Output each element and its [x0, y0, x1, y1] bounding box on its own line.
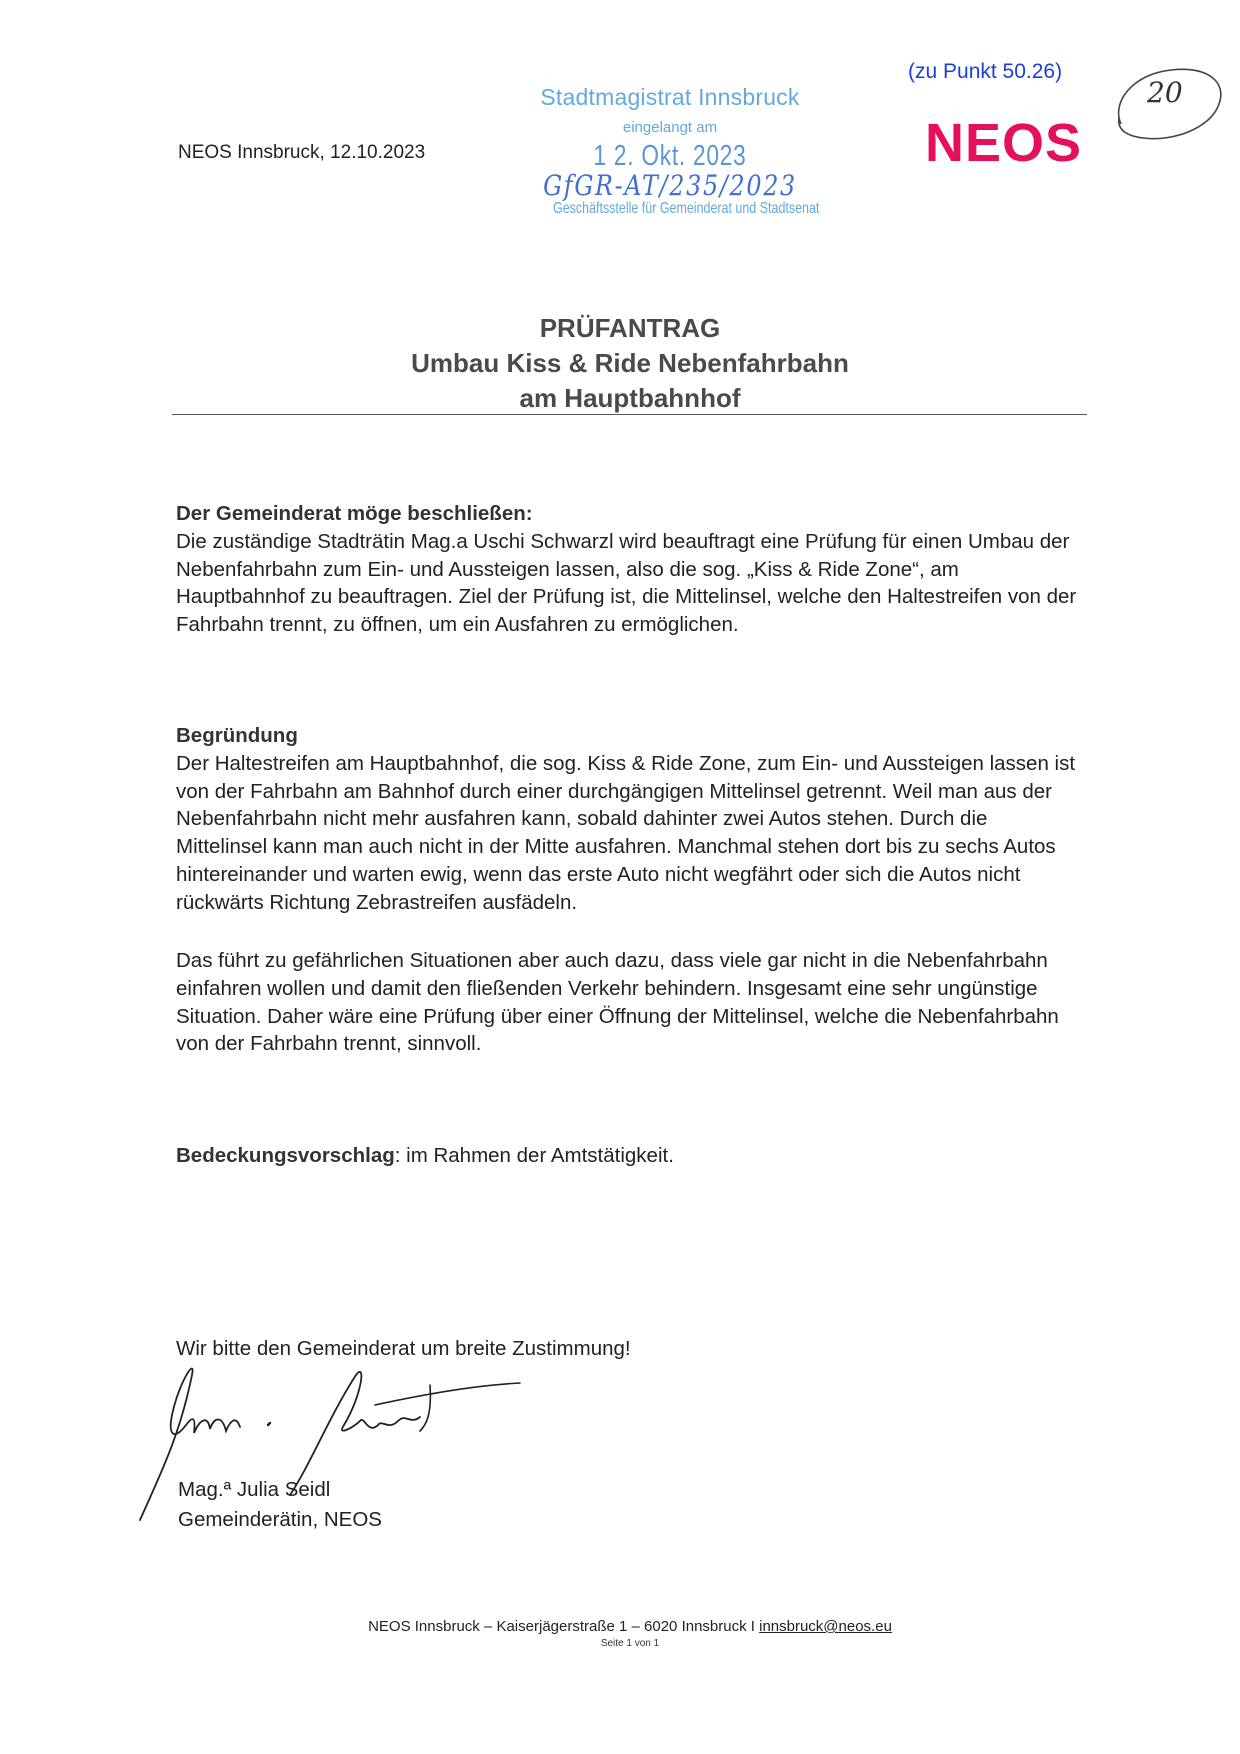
received-stamp	[520, 84, 820, 218]
signatory-name: Mag.ª Julia Seidl	[178, 1478, 331, 1501]
title-main: PRÜFANTRAG	[539, 313, 721, 343]
document-title	[170, 310, 1090, 416]
funding-proposal	[176, 1142, 1081, 1170]
title-subject-line-1: Umbau Kiss & Ride Nebenfahrbahn	[411, 348, 849, 378]
footer-address	[0, 1618, 1240, 1635]
funding-separator: :	[394, 1144, 401, 1167]
stamp-received-label: eingelangt am	[622, 119, 718, 136]
motion-heading: Der Gemeinderat möge beschließen:	[176, 502, 533, 525]
handwritten-page-number-circle	[1103, 62, 1228, 152]
motion-section	[176, 500, 1081, 639]
funding-label: Bedeckungsvorschlag	[176, 1144, 395, 1167]
title-divider	[172, 414, 1087, 415]
signatory-role: Gemeinderätin, NEOS	[178, 1508, 382, 1531]
reasoning-paragraph-1: Der Haltestreifen am Hauptbahnhof, die sog. Kiss & Ride Zone, zum Ein- und Aussteigen lassen ist von der Fahrbahn am Bahnhof durch einer durchgängigen Mittelinsel getrennt. Weil man aus der Nebenfahrbahn nicht mehr ausfahren kann, sobald dahinter zwei Autos stehen. Durch die Mittelinsel kann man auch nicht in der Mitte ausfahren. Manchmal stehen dort bis zu sechs Autos hintereinander und warten ewig, wenn das erste Auto nicht wegfährt oder sich die Autos nicht rückwärts Richtung Zebrastreifen ausfädeln.	[176, 751, 1076, 914]
signatory-block	[178, 1475, 382, 1535]
sender-date: NEOS Innsbruck, 12.10.2023	[178, 142, 426, 163]
neos-logo: NEOS	[925, 113, 1083, 173]
reasoning-section	[176, 722, 1081, 917]
stamp-department: Geschäftsstelle für Gemeinderat und Stadtsenat	[553, 200, 820, 217]
reasoning-heading: Begründung	[176, 724, 298, 747]
footer-email-link[interactable]: innsbruck@neos.eu	[759, 1618, 892, 1635]
title-subject-line-2: am Hauptbahnhof	[519, 383, 741, 413]
handwritten-page-number: 20	[1147, 76, 1183, 109]
motion-text: Die zuständige Stadträtin Mag.a Uschi Schwarzl wird beauftragt eine Prüfung für einen Umbau der Nebenfahrbahn zum Ein- und Aussteigen lassen, also die sog. „Kiss & Ride Zone“, am Hauptbahnhof zu beauftragen. Ziel der Prüfung ist, die Mittelinsel, welche den Haltestreifen von der Fahrbahn trennt, zu öffnen, um ein Ausfahren zu ermöglichen.	[176, 529, 1077, 637]
stamp-organization: Stadtmagistrat Innsbruck	[540, 84, 800, 110]
funding-text: im Rahmen der Amtstätigkeit.	[400, 1144, 674, 1167]
page-number: Seite 1 von 1	[600, 1638, 660, 1649]
closing-request: Wir bitte den Gemeinderat um breite Zustimmung!	[176, 1337, 631, 1360]
stamp-received-date: 1 2. Okt. 2023	[593, 140, 747, 172]
footer-address-text: NEOS Innsbruck – Kaiserjägerstraße 1 – 6020 Innsbruck I	[368, 1618, 760, 1635]
stamp-reference-number: GfGR-AT/235/2023	[543, 169, 797, 202]
topic-reference: (zu Punkt 50.26)	[908, 60, 1063, 83]
reasoning-paragraph-2: Das führt zu gefährlichen Situationen aber auch dazu, dass viele gar nicht in die Nebenfahrbahn einfahren wollen und damit den fließenden Verkehr behindern. Insgesamt eine sehr ungünstige Situation. Daher wäre eine Prüfung über einer Öffnung der Mittelinsel, welche die Nebenfahrbahn von der Fahrbahn trennt, sinnvoll.	[176, 949, 1059, 1056]
